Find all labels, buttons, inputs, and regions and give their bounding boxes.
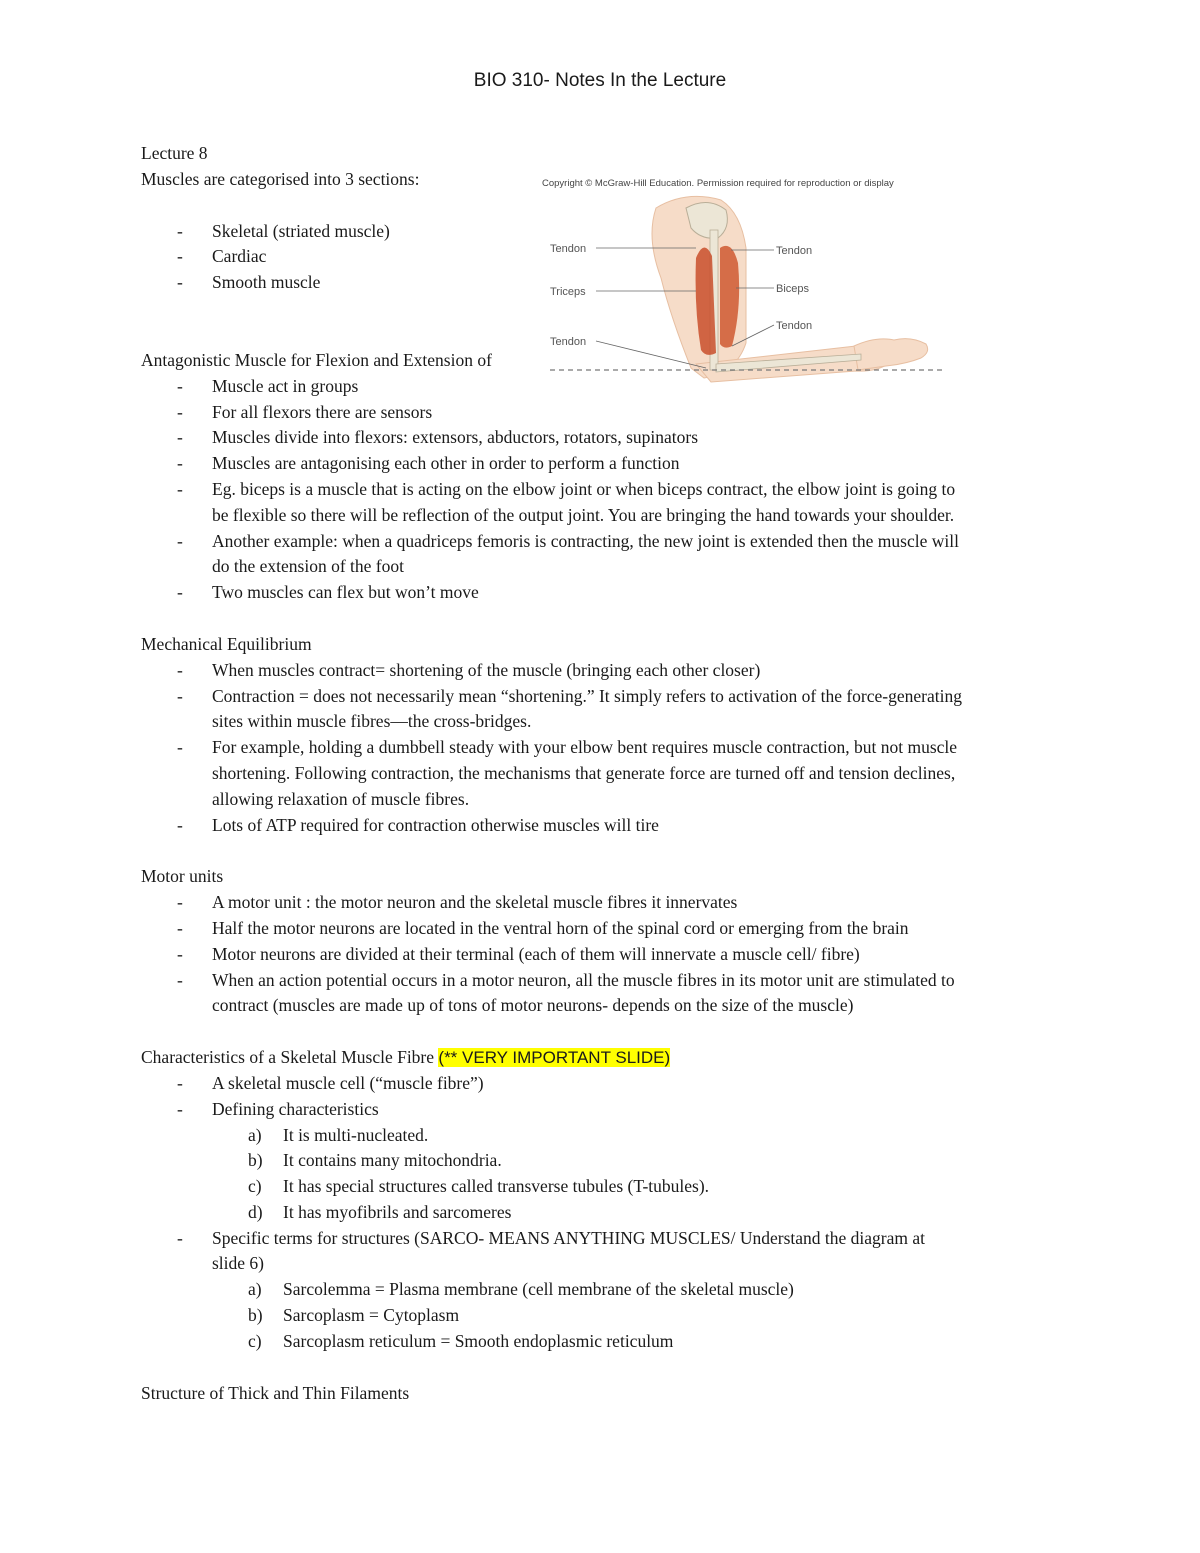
defining-characteristics-list	[141, 1123, 1071, 1226]
muscle-types-list	[141, 219, 1071, 296]
list-item	[141, 1200, 1071, 1226]
list-item-text: Sarcolemma = Plasma membrane (cell membrane of the skeletal muscle)	[283, 1279, 794, 1300]
label-tendon-left-bottom: Tendon	[550, 336, 587, 348]
list-item-text: Sarcoplasm = Cytoplasm	[283, 1305, 460, 1326]
document-title: BIO 310- Notes In the Lecture	[473, 70, 727, 91]
list-item-line: - Another example: when a quadriceps femoris is contracting, the new joint is extended then the muscle will	[212, 530, 959, 551]
list-item-line: contract (muscles are made up of tons of motor neurons- depends on the size of the muscle)	[212, 995, 854, 1016]
list-item-line: shortening. Following contraction, the mechanisms that generate force are turned off and tension declines,	[212, 762, 956, 783]
list-item: - A skeletal muscle cell (“muscle fibre”)	[141, 1071, 1071, 1097]
label-triceps: Triceps	[550, 286, 586, 298]
list-item: - Cardiac	[141, 244, 1071, 270]
list-item	[141, 1277, 1071, 1303]
list-item	[141, 684, 1071, 736]
label-tendon-left-top: Tendon	[550, 243, 587, 255]
structure-terms-list	[141, 1277, 1071, 1354]
list-item-text: It has special structures called transverse tubules (T-tubules).	[283, 1176, 710, 1197]
list-item: - Half the motor neurons are located in the ventral horn of the spinal cord or emerging from the brain	[141, 916, 1071, 942]
label-biceps: Biceps	[776, 283, 810, 295]
characteristics-heading	[141, 1045, 1071, 1071]
list-item-text: It has myofibrils and sarcomeres	[283, 1201, 512, 1222]
antagonistic-heading: Antagonistic Muscle for Flexion and Extension of	[141, 349, 492, 370]
list-item-line: sites within muscle fibres—the cross-bridges.	[212, 711, 532, 732]
list-item: - Two muscles can flex but won’t move	[141, 580, 1071, 606]
list-item-line: - Contraction = does not necessarily mean “shortening.” It simply refers to activation of the force-generating	[212, 685, 962, 706]
list-item	[141, 1148, 1071, 1174]
list-item	[141, 735, 1071, 812]
list-marker: a)	[248, 1124, 262, 1145]
mechanical-list	[141, 658, 1071, 839]
list-marker: c)	[248, 1330, 262, 1351]
characteristics-heading-text: Characteristics of a Skeletal Muscle Fibre	[141, 1047, 439, 1068]
intro-text: Muscles are categorised into 3 sections:	[141, 168, 420, 189]
list-item-line: do the extension of the foot	[212, 556, 404, 577]
list-item-text: It is multi-nucleated.	[283, 1124, 429, 1145]
list-item-line: be flexible so there will be reflection of the output joint. You are bringing the hand towards your shoulder.	[212, 504, 955, 525]
lecture-label: Lecture 8	[141, 143, 208, 163]
list-item	[141, 968, 1071, 1020]
label-tendon-right-top: Tendon	[776, 245, 813, 257]
list-item	[141, 1303, 1071, 1329]
document-body	[141, 141, 1071, 1406]
list-item	[141, 1174, 1071, 1200]
list-marker: c)	[248, 1176, 262, 1197]
list-item-line: - When an action potential occurs in a motor neuron, all the muscle fibres in its motor unit are stimulated to	[212, 969, 955, 990]
list-item-text: Sarcoplasm reticulum = Smooth endoplasmic reticulum	[283, 1330, 674, 1351]
motor-list	[141, 890, 1071, 1019]
list-item-line: - Specific terms for structures (SARCO- MEANS ANYTHING MUSCLES/ Understand the diagram at	[212, 1227, 926, 1248]
list-item	[141, 1329, 1071, 1355]
list-item: - Smooth muscle	[141, 270, 1071, 296]
list-item: - Muscles divide into flexors: extensors, abductors, rotators, supinators	[141, 425, 1071, 451]
list-item-text: It contains many mitochondria.	[283, 1150, 502, 1171]
list-item-line: allowing relaxation of muscle fibres.	[212, 788, 470, 809]
list-item: - Muscles are antagonising each other in order to perform a function	[141, 451, 1071, 477]
list-item-line: - For example, holding a dumbbell steady with your elbow bent requires muscle contraction, but not muscle	[212, 737, 958, 758]
list-item: - Defining characteristics	[141, 1097, 1071, 1123]
important-highlight: (** VERY IMPORTANT SLIDE)	[438, 1048, 671, 1068]
list-item-line: - Eg. biceps is a muscle that is acting on the elbow joint or when biceps contract, the elbow joint is going to	[212, 478, 956, 499]
specific-terms-list	[141, 1226, 1071, 1278]
characteristics-list	[141, 1071, 1071, 1123]
list-marker: b)	[248, 1305, 263, 1326]
list-marker: a)	[248, 1279, 262, 1300]
mechanical-heading: Mechanical Equilibrium	[141, 633, 312, 654]
filaments-heading: Structure of Thick and Thin Filaments	[141, 1382, 410, 1403]
list-item: - Muscle act in groups	[141, 374, 1071, 400]
list-item: - Motor neurons are divided at their terminal (each of them will innervate a muscle cell/ fibre)	[141, 942, 1071, 968]
list-item: - A motor unit : the motor neuron and the skeletal muscle fibres it innervates	[141, 890, 1071, 916]
list-item	[141, 477, 1071, 529]
list-marker: b)	[248, 1150, 263, 1171]
list-item: - Skeletal (striated muscle)	[141, 219, 1071, 245]
list-item	[141, 1226, 1071, 1278]
list-marker: d)	[248, 1201, 263, 1222]
figure-copyright: Copyright © McGraw-Hill Education. Permission required for reproduction or display	[542, 178, 894, 189]
list-item: - When muscles contract= shortening of the muscle (bringing each other closer)	[141, 658, 1071, 684]
motor-heading: Motor units	[141, 866, 224, 887]
label-tendon-right-bottom: Tendon	[776, 320, 813, 332]
antagonistic-list	[141, 374, 1071, 606]
list-item: - For all flexors there are sensors	[141, 400, 1071, 426]
list-item-line: slide 6)	[212, 1253, 265, 1274]
list-item	[141, 1123, 1071, 1149]
list-item: - Lots of ATP required for contraction otherwise muscles will tire	[141, 813, 1071, 839]
list-item	[141, 529, 1071, 581]
